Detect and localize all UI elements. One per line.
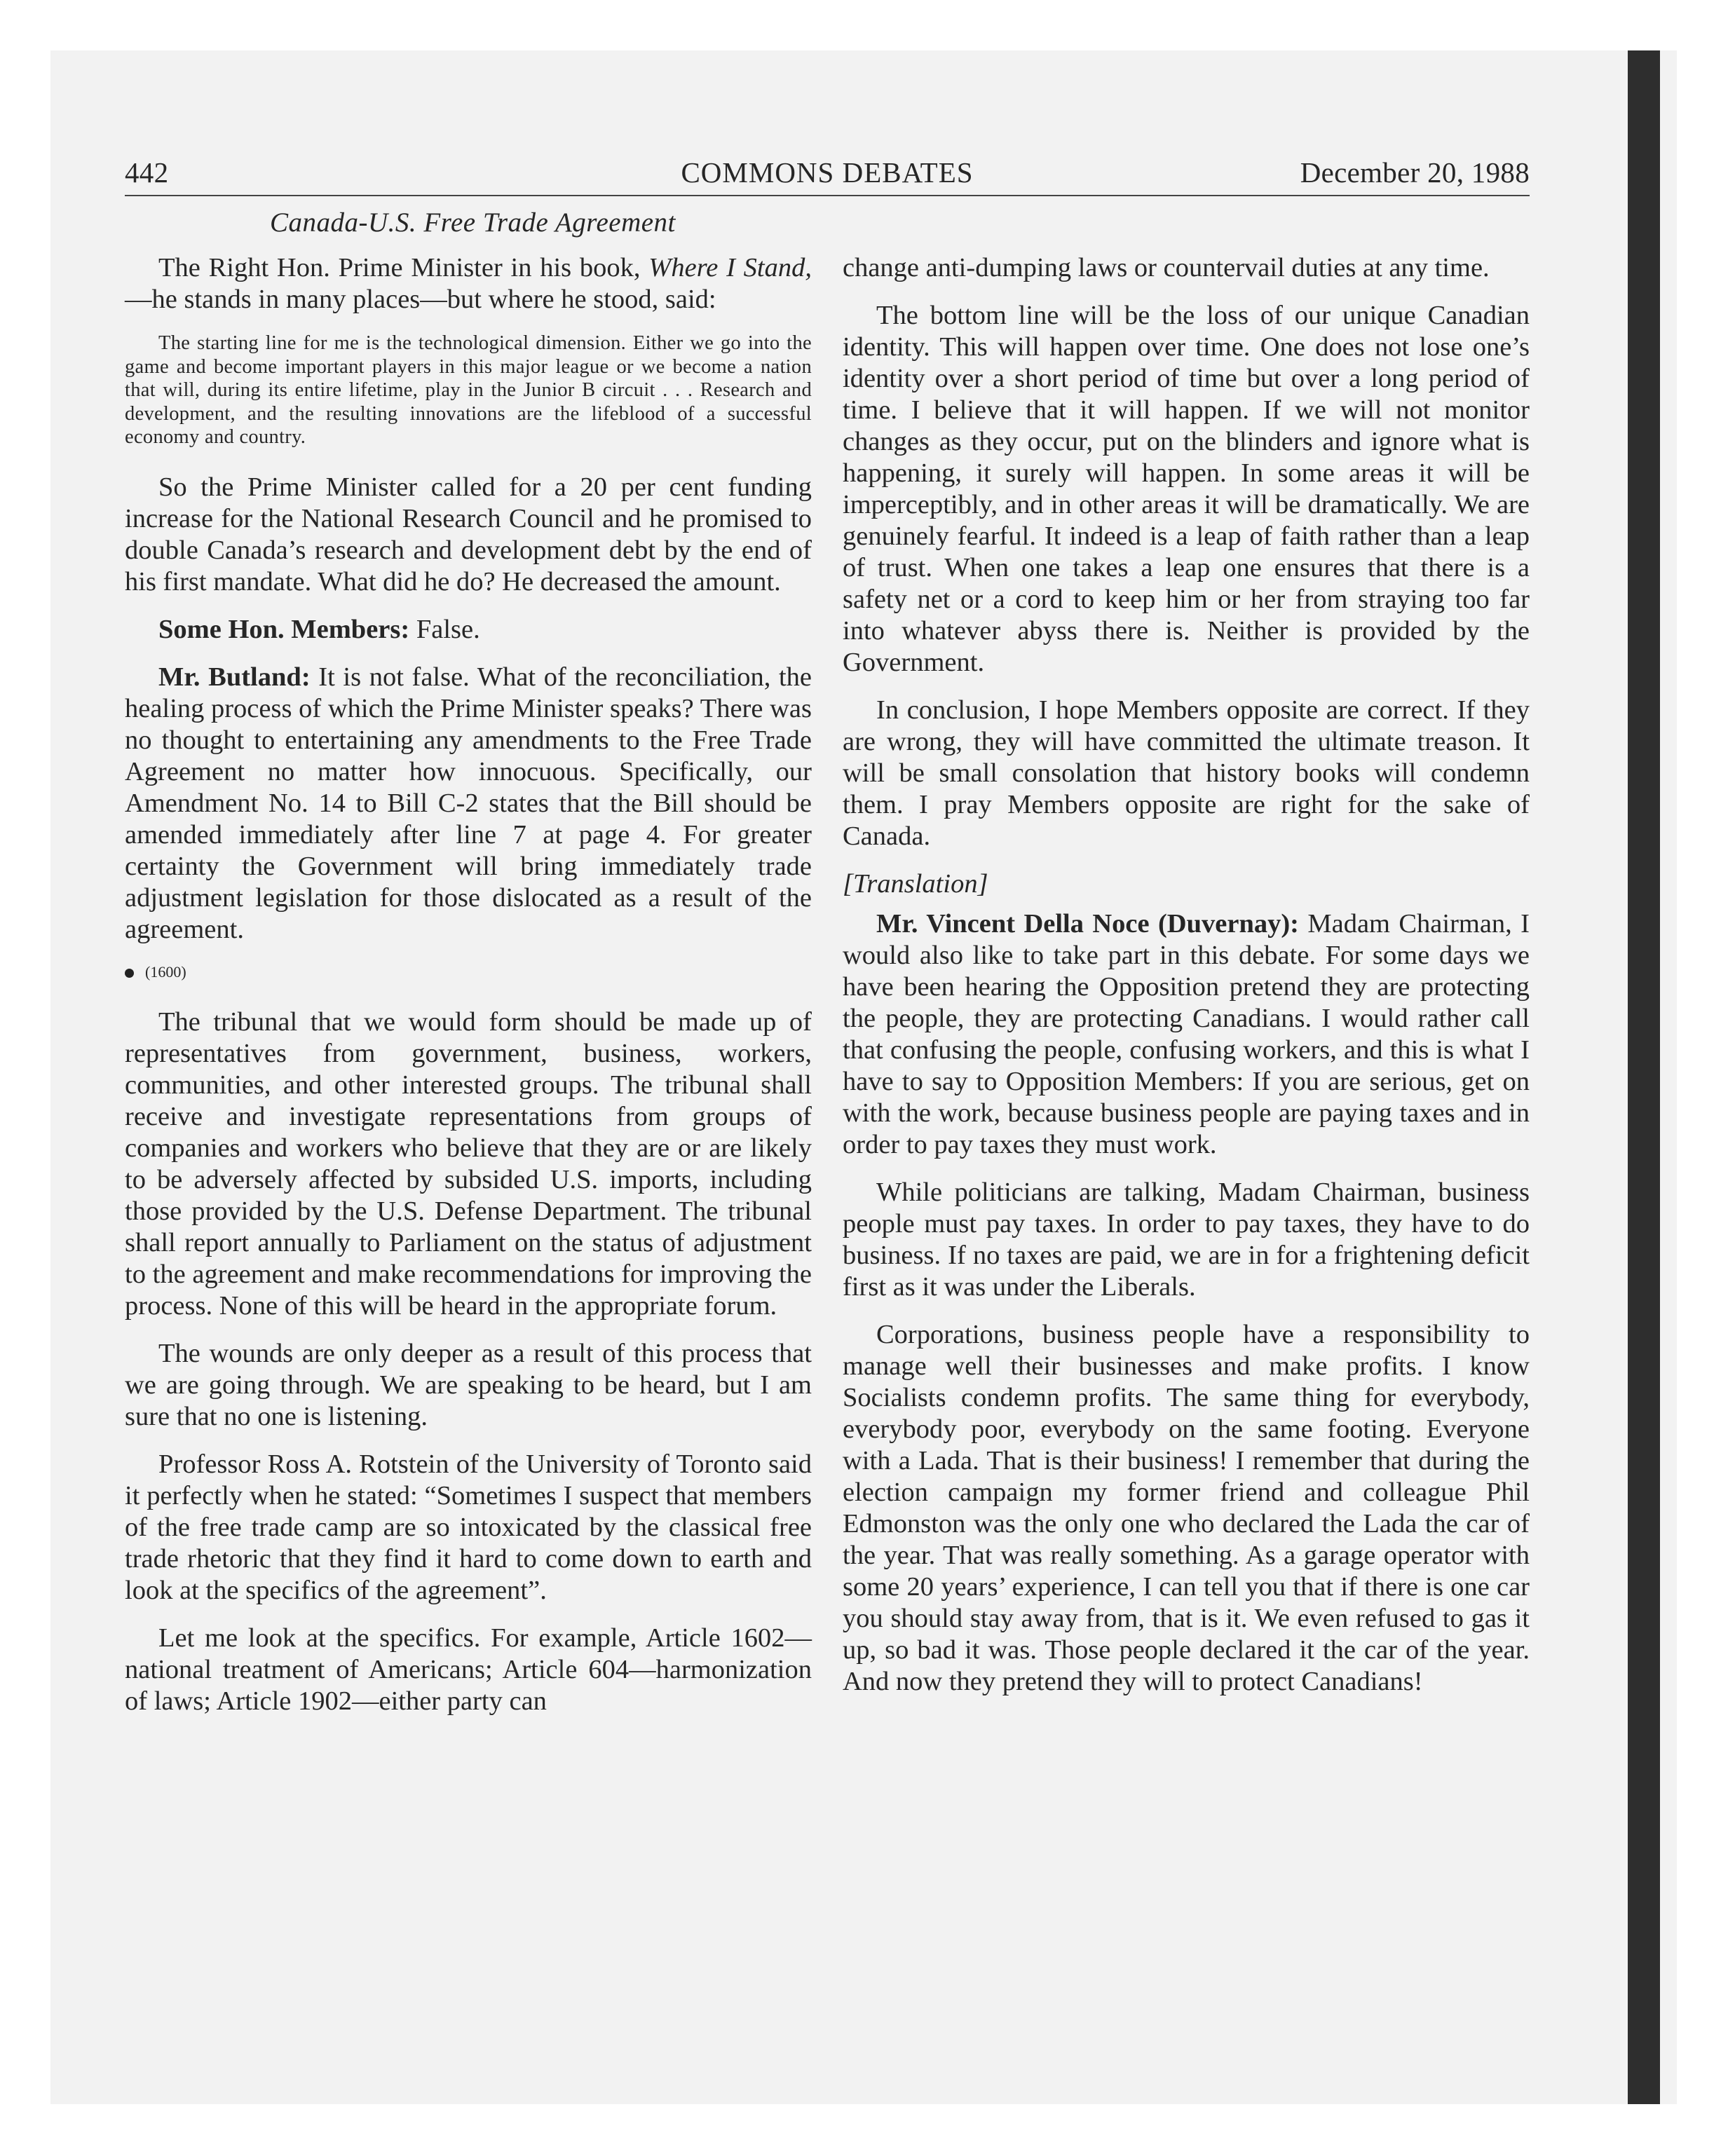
right-column — [843, 252, 1530, 1714]
paragraph: The tribunal that we would form should be made up of representatives from government, business, workers, communities, and other interested groups. The tribunal shall receive and investigate representations from groups of companies and workers who believe that they are or are likely to be adversely affected by subsided U.S. imports, including those provided by the U.S. Defense Department. The tribunal shall report annually to Parliament on the status of adjustment to the agreement and make recommendations for improving the process. None of this will be heard in the appropriate forum. — [125, 1007, 812, 1321]
paragraph: In conclusion, I hope Members opposite are correct. If they are wrong, they will have committed the ultimate treason. It will be small consolation that history books will condemn them. I pray Members opposite are right for the sake of Canada. — [843, 695, 1530, 851]
block-quote: The starting line for me is the technological dimension. Either we go into the game and become important players in this major league or we become a nation that will, during its entire lifetime, play in the Junior B circuit . . . Research and development, and the resulting innovations are the lifeblood of a successful economy and country. — [125, 332, 812, 448]
paragraph — [843, 908, 1530, 1161]
publication-title: COMMONS DEBATES — [681, 156, 974, 189]
paragraph-text: Madam Chairman, I would also like to take part in this debate. For some days we have been hearing the Opposition pretend they are protecting the people, they are protecting Canadians. I would rather call that confusing the people, confusing workers, and this is what I have to say to Opposition Members: If you are serious, get on with the work, because business people are paying taxes and in order to pay taxes they must work. — [843, 909, 1530, 1159]
time-marker — [125, 962, 812, 983]
speaker-name: Mr. Vincent Della Noce (Duvernay): — [876, 909, 1299, 939]
paragraph: Professor Ross A. Rotstein of the University of Toronto said it perfectly when he stated: “Sometimes I suspect that members of the free trade camp are so intoxicated by the classical free trade rhetoric that they find it hard to come down to earth and look at the specifics of the agreement”. — [125, 1449, 812, 1605]
time-marker-text: (1600) — [145, 962, 186, 981]
paragraph: The bottom line will be the loss of our unique Canadian identity. This will happen over time. One does not lose one’s identity over a short period of time but over a long period of time. I believe that it will happen. If we will not monitor changes as they occur, put on the blinders and ignore what is happening, it surely will happen. In some areas it will be imperceptibly, and in other areas it will be dramatically. We are genuinely fearful. It indeed is a leap of faith rather than a leap of trust. When one takes a leap one ensures that there is a safety net or a cord to keep him or her from straying too far into whatever abyss there is. Neither is provided by the Government. — [843, 301, 1530, 677]
page-date: December 20, 1988 — [1300, 156, 1530, 189]
paragraph: The wounds are only deeper as a result of this process that we are going through. We are speaking to be heard, but I am sure that no one is listening. — [125, 1338, 812, 1431]
paragraph: Corporations, business people have a responsibility to manage well their businesses and make profits. I know Socialists condemn profits. The same thing for everybody, everybody poor, everybody on the same footing. Everyone with a Lada. That is their business! I remember that during the election campaign my former friend and colleague Phil Edmonston was the only one who declared the Lada the car of the year. That was really something. As a garage operator with some 20 years’ experience, I can tell you that if there is one car you should stay away from, that is it. We even refused to gas it up, so bad it was. Those people declared it the car of the year. And now they pretend they will to protect Canadians! — [843, 1320, 1530, 1696]
paragraph: change anti-dumping laws or countervail duties at any time. — [843, 253, 1490, 282]
page-header — [125, 156, 1530, 195]
scan-edge-shadow — [1628, 50, 1660, 2104]
page-number: 442 — [125, 156, 169, 189]
header-rule — [125, 195, 1530, 196]
translation-tag: [Translation] — [843, 869, 988, 899]
paragraph: So the Prime Minister called for a 20 per cent funding increase for the National Research Council and he promised to double Canada’s research and development debt by the end of his first mandate. What did he do? He decreased the amount. — [125, 472, 812, 596]
paragraph — [125, 662, 812, 946]
book-title: Where I Stand, — [648, 253, 812, 282]
paragraph — [125, 252, 812, 315]
paragraph: While politicians are talking, Madam Chairman, business people must pay taxes. In order to pay taxes, they have to do business. If no taxes are paid, we are in for a frightening deficit first as it was under the Liberals. — [843, 1178, 1530, 1302]
paragraph-text: False. — [409, 614, 480, 644]
bullet-icon — [125, 969, 134, 978]
speaker-name: Mr. Butland: — [158, 662, 311, 692]
paragraph — [125, 614, 812, 646]
section-title: Canada-U.S. Free Trade Agreement — [270, 207, 676, 238]
speaker-name: Some Hon. Members: — [158, 614, 410, 644]
paragraph-text: —he stands in many places—but where he stood, said: — [125, 285, 716, 314]
paragraph-text: It is not false. What of the reconciliation, the healing process of which the Prime Minister speaks? There was no thought to entertaining any amendments to the Free Trade Agreement no matter how innocuous. Specifically, our Amendment No. 14 to Bill C-2 states that the Bill should be amended immediately after line 7 at page 4. For greater certainty the Government will bring immediately trade adjustment legislation for those dislocated as a result of the agreement. — [125, 662, 812, 944]
paragraph-text: The Right Hon. Prime Minister in his book, — [158, 253, 649, 282]
left-column — [125, 252, 812, 1733]
paragraph: Let me look at the specifics. For example, Article 1602—national treatment of Americans; Article 604—harmonization of laws; Article 1902—either party can — [125, 1623, 812, 1716]
